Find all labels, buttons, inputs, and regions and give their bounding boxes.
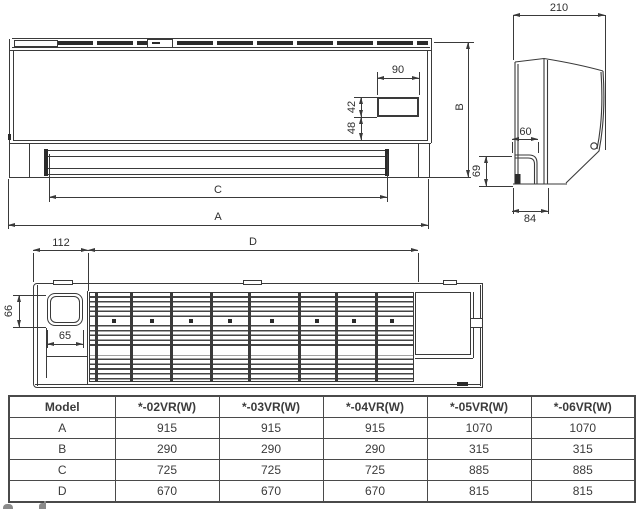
grille-divider xyxy=(375,293,378,381)
table-row xyxy=(9,481,635,503)
front-top-edge xyxy=(12,38,431,39)
table-cell: 725 xyxy=(323,460,427,481)
grille-divider xyxy=(170,293,173,381)
dim-label-c: C xyxy=(214,184,222,196)
bottom-right-panel-step xyxy=(470,318,483,328)
grille-crossbar-1 xyxy=(90,317,413,325)
table-cell: 885 xyxy=(531,460,635,481)
dim-label-42: 42 xyxy=(346,100,358,114)
table-cell: 290 xyxy=(115,439,219,460)
table-cell: 670 xyxy=(323,481,427,503)
front-band-right-divider xyxy=(418,143,419,177)
dim-label-48: 48 xyxy=(346,121,358,135)
table-cell: 1070 xyxy=(531,418,635,439)
bottom-right-inner-line xyxy=(480,285,481,386)
table-cell: 725 xyxy=(219,460,323,481)
bottom-grille xyxy=(89,292,414,382)
spec-table-header-row xyxy=(9,396,635,418)
front-inlet-bottom-line xyxy=(9,50,431,51)
table-header-model-05: *-05VR(W) xyxy=(427,396,531,418)
grille-screw xyxy=(228,319,232,323)
grille-screw xyxy=(150,319,154,323)
front-band-right-edge xyxy=(429,143,430,177)
table-cell: 1070 xyxy=(427,418,531,439)
grille-screw xyxy=(270,319,274,323)
front-left-inner-edge xyxy=(13,51,14,140)
front-louver-line-3 xyxy=(46,168,388,169)
dim-label-210: 210 xyxy=(549,2,569,14)
grille-divider xyxy=(210,293,213,381)
table-cell: 290 xyxy=(219,439,323,460)
dim-label-65: 65 xyxy=(58,330,72,342)
front-left-clip xyxy=(8,134,11,140)
table-cell: 290 xyxy=(323,439,427,460)
front-band-top-line xyxy=(9,143,431,144)
front-louver-line-4 xyxy=(46,174,388,175)
table-cell: 915 xyxy=(219,418,323,439)
grille-screw xyxy=(112,319,116,323)
bottom-inner-bottom-line xyxy=(35,384,481,385)
front-louver-line-2 xyxy=(46,156,388,157)
dim-label-84: 84 xyxy=(523,213,537,225)
table-cell: 670 xyxy=(115,481,219,503)
dim-label-60: 60 xyxy=(519,126,532,138)
table-cell: 915 xyxy=(115,418,219,439)
grille-divider xyxy=(130,293,133,381)
bottom-right-panel-offset-h xyxy=(415,358,473,359)
table-header-model-02: *-02VR(W) xyxy=(115,396,219,418)
grille-crossbar-2 xyxy=(90,349,413,355)
dim-label-69: 69 xyxy=(471,164,483,178)
dim-label-112: 112 xyxy=(52,237,70,249)
table-cell: 915 xyxy=(323,418,427,439)
grille-screw xyxy=(315,319,319,323)
table-cell: 315 xyxy=(427,439,531,460)
front-louver-line-1 xyxy=(46,150,388,151)
grille-divider xyxy=(298,293,301,381)
table-row xyxy=(9,439,635,460)
spec-table xyxy=(8,395,636,503)
bottom-mount-clip-2 xyxy=(243,280,262,285)
grille-divider xyxy=(335,293,338,381)
table-row xyxy=(9,460,635,481)
dim-label-b: B xyxy=(454,103,466,111)
bottom-drain-opening-inner xyxy=(50,296,80,323)
bottom-mount-clip-1 xyxy=(53,280,73,285)
table-cell: 815 xyxy=(427,481,531,503)
bottom-cap-line-h xyxy=(46,356,87,357)
table-cell: 315 xyxy=(531,439,635,460)
dim-label-d: D xyxy=(249,236,257,248)
table-header-model-06: *-06VR(W) xyxy=(531,396,635,418)
dim-label-66: 66 xyxy=(3,304,15,318)
grille-screw xyxy=(352,319,356,323)
dim-label-90: 90 xyxy=(391,64,405,76)
row-label: C xyxy=(9,460,115,481)
front-display-window xyxy=(377,97,419,117)
grille-screw xyxy=(189,319,193,323)
front-right-inner-edge xyxy=(427,51,428,141)
table-cell: 725 xyxy=(115,460,219,481)
front-inlet-lower-line xyxy=(12,47,430,48)
front-body-bottom-line xyxy=(13,140,427,141)
table-header-model-03: *-03VR(W) xyxy=(219,396,323,418)
table-header-model-04: *-04VR(W) xyxy=(323,396,427,418)
front-louver-left-cap xyxy=(44,149,48,176)
table-header-model: Model xyxy=(9,396,115,418)
bottom-mount-clip-3 xyxy=(443,280,457,285)
table-cell: 670 xyxy=(219,481,323,503)
front-bottom-edge xyxy=(9,177,471,178)
table-cell: 815 xyxy=(531,481,635,503)
bottom-left-inner-line xyxy=(37,285,38,386)
grille-screw xyxy=(390,319,394,323)
front-inlet-grille-bar xyxy=(57,41,428,45)
table-cell: 885 xyxy=(427,460,531,481)
bottom-foot-pad xyxy=(457,382,468,386)
table-row xyxy=(9,418,635,439)
front-band-left-divider xyxy=(29,143,30,177)
row-label: B xyxy=(9,439,115,460)
front-right-edge xyxy=(431,38,432,143)
front-nameplate-mark xyxy=(152,42,160,44)
front-left-edge xyxy=(9,39,10,177)
grille-divider xyxy=(248,293,251,381)
row-label: D xyxy=(9,481,115,503)
bottom-cap-divider xyxy=(87,291,88,384)
bottom-right-panel xyxy=(415,292,471,355)
front-inlet-left-panel xyxy=(14,40,58,47)
row-label: A xyxy=(9,418,115,439)
dim-label-a: A xyxy=(214,211,222,223)
grille-divider xyxy=(95,293,98,381)
